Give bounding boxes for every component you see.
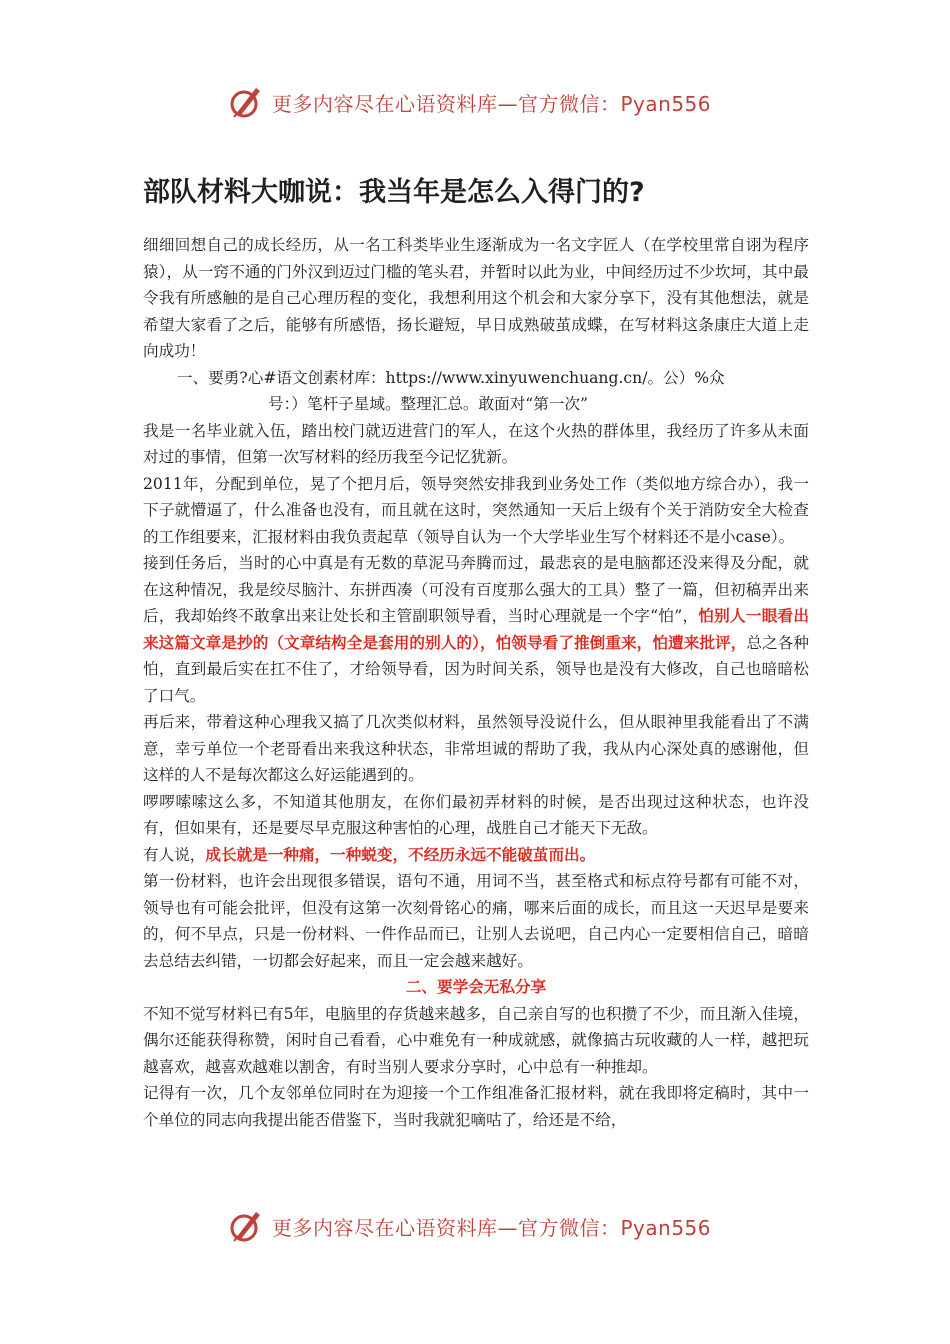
paragraph-4-text-a: 接到任务后，当时的心中真是有无数的草泥马奔腾而过，最悲哀的是电脑都还没来得及分配，就在这种情况，我是绞尽脑汁、东拼西凑（可没有百度那么强大的工具）整了一篇，但初稿弄出来后，我却始终不敢拿出来让处长和主管副职领导看，当时心理就是一个字“怕”， (143, 554, 809, 625)
footer-banner (226, 1204, 746, 1248)
paragraph-7 (143, 842, 809, 869)
header-banner-text: 更多内容尽在心语资料库—官方微信：Pyan556 (272, 91, 712, 116)
paragraph-4 (143, 550, 809, 709)
section-2-heading: 二、要学会无私分享 (405, 977, 547, 996)
page-title: 部队材料大咖说：我当年是怎么入得门的? (143, 177, 645, 208)
paragraph-2: 我是一名毕业就入伍，踏出校门就迈进营门的军人，在这个火热的群体里，我经历了许多从未面对过的事情，但第一次写材料的经历我至今记忆犹新。 (143, 421, 809, 466)
paragraph-4-highlight: 怕别人一眼看出来这篇文章是抄的（文章结构全是套用的别人的），怕领导看了推倒重来，怕遭来批评， (143, 606, 809, 652)
quill-pen-logo-icon (226, 82, 266, 122)
paragraph-intro: 细细回想自己的成长经历，从一名工科类毕业生逐渐成为一名文字匠人（在学校里常自诩为程序猿），从一窍不通的门外汉到迈过门槛的笔头君，并暂时以此为业，中间经历过不少坎坷，其中最令我有所感触的是自己心理历程的变化，我想利用这个机会和大家分享下，没有其他想法，就是希望大家看了之后，能够有所感悟，扬长避短，早日成熟破茧成蝶，在写材料这条康庄大道上走向成功！ (143, 236, 809, 360)
quill-pen-logo-icon (226, 1206, 266, 1246)
header-banner (226, 80, 746, 124)
article-body (143, 232, 809, 1133)
paragraph-8: 第一份材料，也许会出现很多错误，语句不通，用词不当，甚至格式和标点符号都有可能不对，领导也有可能会批评，但没有这第一次刻骨铭心的痛，哪来后面的成长，而且这一天迟早是要来的，何不早点，只是一份材料、一件作品而已，让别人去说吧，自己内心一定要相信自己，暗暗去总结去纠错，一切都会好起来，而且一定会越来越好。 (143, 872, 809, 970)
section-1-heading-line-1: 一、要勇?心#语文创素材库：https://www.xinyuwenchuang.cn/。公）%众 (177, 368, 725, 387)
paragraph-6: 啰啰嗦嗦这么多，不知道其他朋友，在你们最初弄材料的时候，是否出现过这种状态，也许没有，但如果有，还是要尽早克服这种害怕的心理，战胜自己才能天下无敌。 (143, 792, 809, 837)
paragraph-9: 不知不觉写材料已有5年，电脑里的存货越来越多，自己亲自写的也积攒了不少，而且渐入佳境，偶尔还能获得称赞，闲时自己看看，心中难免有一种成就感，就像搞古玩收藏的人一样，越把玩越喜欢，越喜欢越难以割舍，有时当别人要求分享时，心中总有一种推却。 (143, 1004, 809, 1076)
paragraph-7-highlight: 成长就是一种痛，一种蜕变，不经历永远不能破茧而出。 (205, 844, 596, 864)
paragraph-4-text-b: 总之各种怕，直到最后实在扛不住了，才给领导看，因为时间关系，领导也是没有大修改，自己也暗暗松了口气。 (143, 633, 809, 705)
paragraph-3: 2011年，分配到单位，晃了个把月后，领导突然安排我到业务处工作（类似地方综合办），我一下子就懵逼了，什么准备也没有，而且就在这时，突然通知一天后上级有个关于消防安全大检查的工作组要来，汇报材料由我负责起草（领导自认为一个大学毕业生写个材料还不是小case）。 (143, 474, 809, 546)
section-1-heading-line-2: 号：）笔杆子星域。整理汇总。敢面对“第一次” (268, 395, 589, 413)
paragraph-5: 再后来，带着这种心理我又搞了几次类似材料，虽然领导没说什么，但从眼神里我能看出了不满意，幸亏单位一个老哥看出来我这种状态，非常坦诚的帮助了我，我从内心深处真的感谢他，但这样的人不是每次都这么好运能遇到的。 (143, 713, 809, 784)
paragraph-7-text: 有人说， (143, 845, 206, 864)
paragraph-10: 记得有一次，几个友邻单位同时在为迎接一个工作组准备汇报材料，就在我即将定稿时，其中一个单位的同志向我提出能否借鉴下，当时我就犯嘀咕了，给还是不给， (143, 1084, 809, 1129)
footer-banner-text: 更多内容尽在心语资料库—官方微信：Pyan556 (272, 1215, 712, 1240)
